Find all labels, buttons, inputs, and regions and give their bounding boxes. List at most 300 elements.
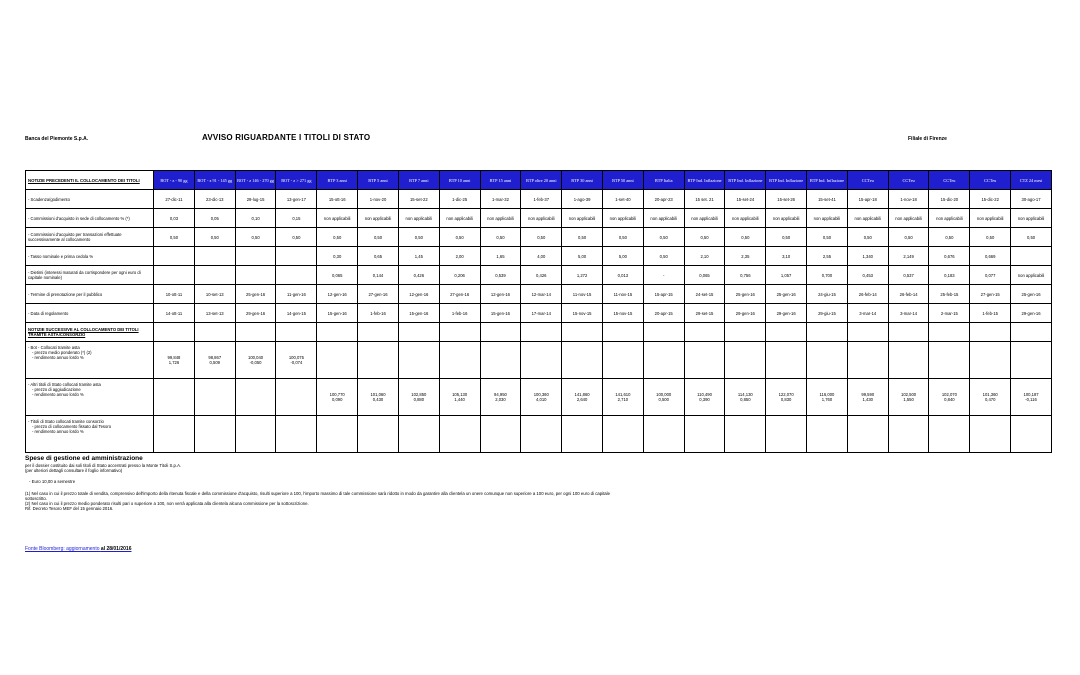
table-cell: 29-set-15 [684, 304, 725, 323]
empty-cell [970, 323, 1011, 342]
table-cell [807, 416, 848, 453]
cell-value: 0,850 [740, 397, 751, 402]
table-cell: 15-set-24 [725, 190, 766, 209]
row-label: - Commissioni d'acquisto in sede di collocamento % (*) [26, 209, 154, 228]
notes-intro: per il dossier costituito dai soli titoli di Stato accentrati presso la Monte Titoli S.p.A. [25, 463, 182, 468]
column-header: CCTeu [970, 171, 1011, 190]
table-cell [276, 266, 317, 285]
table-cell [766, 416, 807, 453]
table-cell [358, 379, 399, 416]
note-2: (2) Nel caso in cui il prezzo medio ponderato risulti pari o superiore a 100, non verrà applicata alla clientela alcuna commissione per la sottoscrizione. [25, 501, 309, 507]
table-cell: 15-gen-16 [317, 304, 358, 323]
cell-value: 100,187 [1023, 392, 1039, 397]
cell-value: -0,050 [249, 360, 262, 365]
row-label: - Termine di prenotazione per il pubblico [26, 285, 154, 304]
column-header: BTP 30 anni [562, 171, 603, 190]
column-header: BOT - z > 271 gg [276, 171, 317, 190]
table-cell: 15-dic-20 [929, 190, 970, 209]
table-cell [643, 416, 684, 453]
table-cell: non applicabili [970, 209, 1011, 228]
table-cell [1011, 416, 1052, 453]
cell-value: 1,726 [168, 360, 180, 365]
table-cell: 24-set-15 [684, 285, 725, 304]
table-cell [929, 416, 970, 453]
table-cell: 2,149 [888, 247, 929, 266]
cell-value: 141,860 [574, 392, 590, 397]
table-cell: 3-mar-14 [847, 304, 888, 323]
notes-fee: - Euro 10,00 a semestre [29, 479, 76, 485]
auction-row-subtitle: - rendimento annuo lordo % [32, 392, 84, 397]
auction-row-title: - Bot - Collocati tramite asta [28, 345, 80, 350]
table-cell [888, 379, 929, 416]
table-cell: 29-gen-16 [1011, 304, 1052, 323]
table-cell: 1-mar-32 [480, 190, 521, 209]
column-header: BTP 3 anni [317, 171, 358, 190]
table-cell: 1-nov-18 [888, 190, 929, 209]
column-header: CCTeu [929, 171, 970, 190]
table-cell [562, 342, 603, 379]
cell-value: 98,867 [208, 355, 222, 360]
table-cell: 2-mar-15 [929, 304, 970, 323]
table-cell [154, 379, 195, 416]
notes-section [25, 455, 625, 511]
table-cell: 0,426 [521, 266, 562, 285]
column-header: BTP Ind. Inflazione [807, 171, 848, 190]
table-cell: non applicabili [725, 209, 766, 228]
auction-row-subtitle: - prezzo medio ponderato (*) (2) [32, 350, 92, 355]
table-cell: 2,00 [439, 247, 480, 266]
branch-name: Filiale di Firenze [908, 136, 947, 142]
table-cell: 15-gen-16 [398, 304, 439, 323]
auction-row [26, 416, 1052, 453]
table-cell: 0,65 [358, 247, 399, 266]
table-cell: 15-set-22 [398, 190, 439, 209]
table-cell [154, 247, 195, 266]
table-cell [154, 416, 195, 453]
column-header: BTP Ind. Inflazione [684, 171, 725, 190]
empty-cell [643, 323, 684, 342]
table-cell: 2,10 [684, 247, 725, 266]
table-cell: non applicabili [602, 209, 643, 228]
table-cell: 29-gen-16 [725, 304, 766, 323]
table-cell: 0,50 [480, 228, 521, 247]
table-cell: non applicabili [1011, 266, 1052, 285]
auction-row-subtitle: - prezzo di collocamento fissato dal Tesoro [32, 424, 112, 429]
cell-value: 122,070 [778, 392, 794, 397]
table-cell: 3,10 [766, 247, 807, 266]
cell-value: 100,360 [533, 392, 549, 397]
cell-value: 4,010 [536, 397, 547, 402]
cell-value: 102,070 [941, 392, 957, 397]
table-cell [317, 342, 358, 379]
empty-cell [439, 323, 480, 342]
table-cell: 0,537 [888, 266, 929, 285]
table-cell [684, 379, 725, 416]
empty-cell [562, 323, 603, 342]
empty-cell [194, 323, 235, 342]
table-cell: non applicabili [684, 209, 725, 228]
section-label: NOTIZIE SUCCESSIVE AL COLLOCAMENTO DEI TITOLI TRAMITE ASTA/CONSORZIO [26, 323, 154, 342]
note-3: Rif. Decreto Tesoro MEF del 15 gennaio 2016. [25, 506, 114, 512]
empty-cell [807, 323, 848, 342]
table-cell: 15 set. 21 [684, 190, 725, 209]
cell-value: 101,360 [982, 392, 998, 397]
table-cell: non applicabili [643, 209, 684, 228]
table-row [26, 304, 1052, 323]
column-header: BTP 5 anni [358, 171, 399, 190]
table-row [26, 266, 1052, 285]
table-cell: 15-set-26 [766, 190, 807, 209]
table-cell: 2,35 [725, 247, 766, 266]
table-cell: non applicabili [929, 209, 970, 228]
table-cell: 0,756 [725, 266, 766, 285]
table-cell: 11-nov-15 [602, 285, 643, 304]
auction-row-title: - Altri titoli di Stato collocati tramite asta [28, 382, 101, 387]
table-cell [807, 342, 848, 379]
column-header: CCTeu [888, 171, 929, 190]
table-cell [602, 379, 643, 416]
table-cell: 25-gen-16 [235, 285, 276, 304]
column-header: BTP Italia [643, 171, 684, 190]
table-cell: 0,700 [807, 266, 848, 285]
cell-value: -0,074 [290, 360, 303, 365]
cell-value: 100,770 [329, 392, 345, 397]
table-cell: 0,077 [970, 266, 1011, 285]
table-cell: non applicabili [562, 209, 603, 228]
section-row [26, 323, 1052, 342]
table-cell [358, 342, 399, 379]
empty-cell [480, 323, 521, 342]
table-cell: 27-gen-16 [358, 285, 399, 304]
table-cell: 0,50 [684, 228, 725, 247]
row-label: - Data di regolamento [26, 304, 154, 323]
auction-row-subtitle: - rendimento annuo lordo % [32, 355, 84, 360]
table-cell: 1-set-40 [602, 190, 643, 209]
cell-value: 94,950 [494, 392, 507, 397]
table-cell [154, 266, 195, 285]
table-cell: non applicabili [847, 209, 888, 228]
cell-value: 99,590 [861, 392, 875, 397]
table-cell [888, 416, 929, 453]
cell-value: 0,830 [780, 397, 792, 402]
cell-value: 1,550 [903, 397, 914, 402]
cell-value: 0,880 [413, 397, 425, 402]
table-cell: 0,676 [929, 247, 970, 266]
table-cell [684, 342, 725, 379]
table-cell: 1-feb-16 [358, 304, 399, 323]
table-cell [521, 379, 562, 416]
table-cell [766, 379, 807, 416]
cell-value: 0,430 [372, 397, 384, 402]
empty-cell [929, 323, 970, 342]
table-cell: 15-apr-18 [847, 190, 888, 209]
table-cell: 12-mar-14 [521, 285, 562, 304]
table-cell: 29-lug-15 [235, 190, 276, 209]
cell-value: 0,840 [944, 397, 955, 402]
table-cell: 0,50 [602, 228, 643, 247]
empty-cell [725, 323, 766, 342]
row-label: - Commissioni d'acquisto per transazioni effettuate successivamente al collocamento [26, 228, 154, 247]
table-cell: 1-feb-37 [521, 190, 562, 209]
table-cell [480, 379, 521, 416]
column-header: BOT - z 91 - 145 gg [194, 171, 235, 190]
cell-value: 100,040 [248, 355, 264, 360]
table-cell: 0,50 [398, 228, 439, 247]
auction-row-title: - Titoli di Stato collocati tramite consorzio [28, 419, 104, 424]
table-cell: non applicabili [888, 209, 929, 228]
table-cell: 23-dic-13 [194, 190, 235, 209]
table-row [26, 209, 1052, 228]
table-cell [235, 416, 276, 453]
table-cell [929, 379, 970, 416]
table-cell [521, 342, 562, 379]
table-cell [643, 379, 684, 416]
table-cell: 29-gen-16 [235, 304, 276, 323]
empty-cell [398, 323, 439, 342]
table-cell: 30-ago-17 [1011, 190, 1052, 209]
empty-cell [888, 323, 929, 342]
table-cell [235, 342, 276, 379]
table-cell [929, 342, 970, 379]
table-cell: 15-ott-16 [317, 190, 358, 209]
table-cell [235, 379, 276, 416]
cell-value: 0,509 [209, 360, 220, 365]
table-cell: 27-dic-11 [154, 190, 195, 209]
column-header: CCTeu [847, 171, 888, 190]
table-cell [725, 379, 766, 416]
table-cell: 0,30 [317, 247, 358, 266]
bank-name: Banca del Piemonte S.p.A. [25, 136, 89, 142]
table-cell: 5,00 [562, 247, 603, 266]
table-cell: 0,50 [194, 228, 235, 247]
note-1: (1) Nel caso in cui il prezzo totale di vendita, comprensivo dell'importo della ritenuta fiscale e della commissione d'acquisto, risulti superiore a 100, l'importo massimo di tale commissione sarà ridotto in modo da garantire alla clientela un onere comunque non superiore a 100 euro, per ogni 100 euro di capitale sottoscritto. [25, 490, 611, 501]
empty-cell [684, 323, 725, 342]
table-cell: non applicabili [439, 209, 480, 228]
table-cell: 0,206 [439, 266, 480, 285]
empty-cell [1011, 323, 1052, 342]
table-cell [725, 342, 766, 379]
source-link[interactable] [25, 546, 131, 552]
table-row [26, 190, 1052, 209]
table-cell: - [643, 266, 684, 285]
table-cell: 0,50 [643, 247, 684, 266]
cell-value: 110,490 [697, 392, 712, 397]
table-cell: 0,50 [521, 228, 562, 247]
table-cell [1011, 379, 1052, 416]
cell-value: 116,000 [819, 392, 835, 397]
auction-row-label [26, 379, 154, 416]
auction-row-subtitle: - rendimento annuo lordo % [32, 429, 84, 434]
table-cell: 0,50 [929, 228, 970, 247]
table-row [26, 247, 1052, 266]
table-cell [643, 342, 684, 379]
cell-value: 102,500 [901, 392, 917, 397]
table-cell: 26-feb-14 [888, 285, 929, 304]
table-cell: 0,50 [807, 228, 848, 247]
table-cell: 1-nov-20 [358, 190, 399, 209]
table-cell [725, 416, 766, 453]
table-cell [521, 416, 562, 453]
table-cell [684, 416, 725, 453]
empty-cell [766, 323, 807, 342]
table-cell: 10-set-13 [194, 285, 235, 304]
table-cell [154, 342, 195, 379]
table-cell: 12-gen-16 [317, 285, 358, 304]
empty-cell [317, 323, 358, 342]
empty-cell [847, 323, 888, 342]
auction-row-label [26, 342, 154, 379]
table-row [26, 285, 1052, 304]
cell-value: 141,610 [615, 392, 631, 397]
table-cell: 1-dic-25 [439, 190, 480, 209]
column-header: BTP 10 anni [439, 171, 480, 190]
column-header: BTP oltre 20 anni [521, 171, 562, 190]
table-cell [194, 379, 235, 416]
table-cell: 0,50 [725, 228, 766, 247]
table-cell: 20-apr-23 [643, 190, 684, 209]
table-cell: 0,183 [929, 266, 970, 285]
cell-value: 2,030 [495, 397, 506, 402]
table-cell: 0,50 [1011, 228, 1052, 247]
cell-value: 101,060 [370, 392, 386, 397]
table-cell: 0,10 [235, 209, 276, 228]
table-cell: 1-feb-16 [439, 304, 480, 323]
table-cell [847, 379, 888, 416]
table-cell: 0,065 [684, 266, 725, 285]
table-cell: 3-mar-14 [888, 304, 929, 323]
notes-intro-detail: (per ulteriori dettagli consultare il foglio informativo) [25, 468, 123, 474]
table-cell: 0,50 [358, 228, 399, 247]
table-cell: 1,340 [847, 247, 888, 266]
empty-cell [521, 323, 562, 342]
empty-cell [235, 323, 276, 342]
table-cell: 1,057 [766, 266, 807, 285]
table-cell: 17-mar-14 [521, 304, 562, 323]
table-cell: 0,669 [970, 247, 1011, 266]
table-cell: 0,05 [194, 209, 235, 228]
table-cell: 0,453 [847, 266, 888, 285]
source-date: al 28/01/2016 [100, 546, 132, 552]
securities-table [25, 170, 1052, 453]
empty-cell [602, 323, 643, 342]
auction-row-label [26, 416, 154, 453]
cell-value: 1,440 [454, 397, 465, 402]
table-cell [439, 342, 480, 379]
table-cell [317, 379, 358, 416]
table-cell [317, 416, 358, 453]
table-cell: 1-ago-39 [562, 190, 603, 209]
table-cell: 0,03 [154, 209, 195, 228]
table-cell: 1,45 [398, 247, 439, 266]
table-cell: 15-gen-16 [480, 304, 521, 323]
table-cell: 5,00 [602, 247, 643, 266]
cell-value: 2,640 [576, 397, 588, 402]
column-header: BTP 7 anni [398, 171, 439, 190]
table-cell: 4,00 [521, 247, 562, 266]
cell-value: 102,850 [411, 392, 427, 397]
table-cell: non applicabili [358, 209, 399, 228]
column-header: BOT - z 146 - 270 gg [235, 171, 276, 190]
table-cell [235, 247, 276, 266]
table-cell: 0,50 [766, 228, 807, 247]
table-cell [602, 342, 643, 379]
empty-cell [154, 323, 195, 342]
column-header: BOT - z - 90 gg [154, 171, 195, 190]
table-cell: 10-ott-11 [154, 285, 195, 304]
table-cell [276, 342, 317, 379]
table-cell: 11-nov-15 [562, 285, 603, 304]
cell-value: 114,130 [737, 392, 753, 397]
cell-value: 99,848 [167, 355, 181, 360]
column-header: CTZ 24 mesi [1011, 171, 1052, 190]
header-label: NOTIZIE PRECEDENTI IL COLLOCAMENTO DEI TITOLI [26, 171, 154, 190]
table-cell [480, 416, 521, 453]
column-header: BTP Ind. Inflazione [725, 171, 766, 190]
cell-value: 0,470 [984, 397, 996, 402]
cell-value: 2,710 [617, 397, 629, 402]
table-cell: 0,50 [847, 228, 888, 247]
table-cell: 15-nov-15 [602, 304, 643, 323]
table-cell [888, 342, 929, 379]
table-cell [1011, 247, 1052, 266]
cell-value: -0,116 [1025, 397, 1037, 402]
table-cell: 25-gen-16 [725, 285, 766, 304]
row-label: - Scadenza/godimento [26, 190, 154, 209]
table-cell [398, 342, 439, 379]
table-cell [847, 342, 888, 379]
table-cell: 27-gen-16 [439, 285, 480, 304]
column-header: BTP 50 anni [602, 171, 643, 190]
table-cell: 0,013 [602, 266, 643, 285]
source-text: Fonte Bloomberg: aggiornamento [25, 546, 100, 552]
table-cell: 15-set-41 [807, 190, 848, 209]
table-cell [439, 416, 480, 453]
row-label: - Dietimi (interessi maturati da corrispondere per ogni euro di capitale nominale) [26, 266, 154, 285]
table-cell: 12-gen-16 [480, 285, 521, 304]
empty-cell [276, 323, 317, 342]
cell-value: 0,500 [658, 397, 669, 402]
table-cell: 25-gen-16 [766, 285, 807, 304]
table-cell: 0,15 [276, 209, 317, 228]
table-cell: 13-set-13 [194, 304, 235, 323]
table-cell [766, 342, 807, 379]
table-cell: 2,55 [807, 247, 848, 266]
table-cell: 26-feb-14 [847, 285, 888, 304]
table-cell [970, 379, 1011, 416]
table-cell [276, 379, 317, 416]
table-row [26, 228, 1052, 247]
table-cell: non applicabili [398, 209, 439, 228]
table-cell: 11-gen-16 [276, 285, 317, 304]
table-cell: non applicabili [317, 209, 358, 228]
table-cell [1011, 342, 1052, 379]
table-cell: non applicabili [521, 209, 562, 228]
table-cell [970, 416, 1011, 453]
table-cell: 14-ott-11 [154, 304, 195, 323]
notes-title: Spese di gestione ed amministrazione [25, 455, 143, 462]
row-label: - Tasso nominale e prima cedola % [26, 247, 154, 266]
table-cell: 0,144 [358, 266, 399, 285]
cell-value: 0,390 [699, 397, 710, 402]
table-cell: non applicabili [1011, 209, 1052, 228]
table-cell: 15-dic-22 [970, 190, 1011, 209]
table-cell [398, 416, 439, 453]
table-cell [562, 379, 603, 416]
table-cell [439, 379, 480, 416]
table-cell: 0,426 [398, 266, 439, 285]
table-cell: 15-apr-15 [643, 285, 684, 304]
column-header: BTP Ind. Inflazione [766, 171, 807, 190]
